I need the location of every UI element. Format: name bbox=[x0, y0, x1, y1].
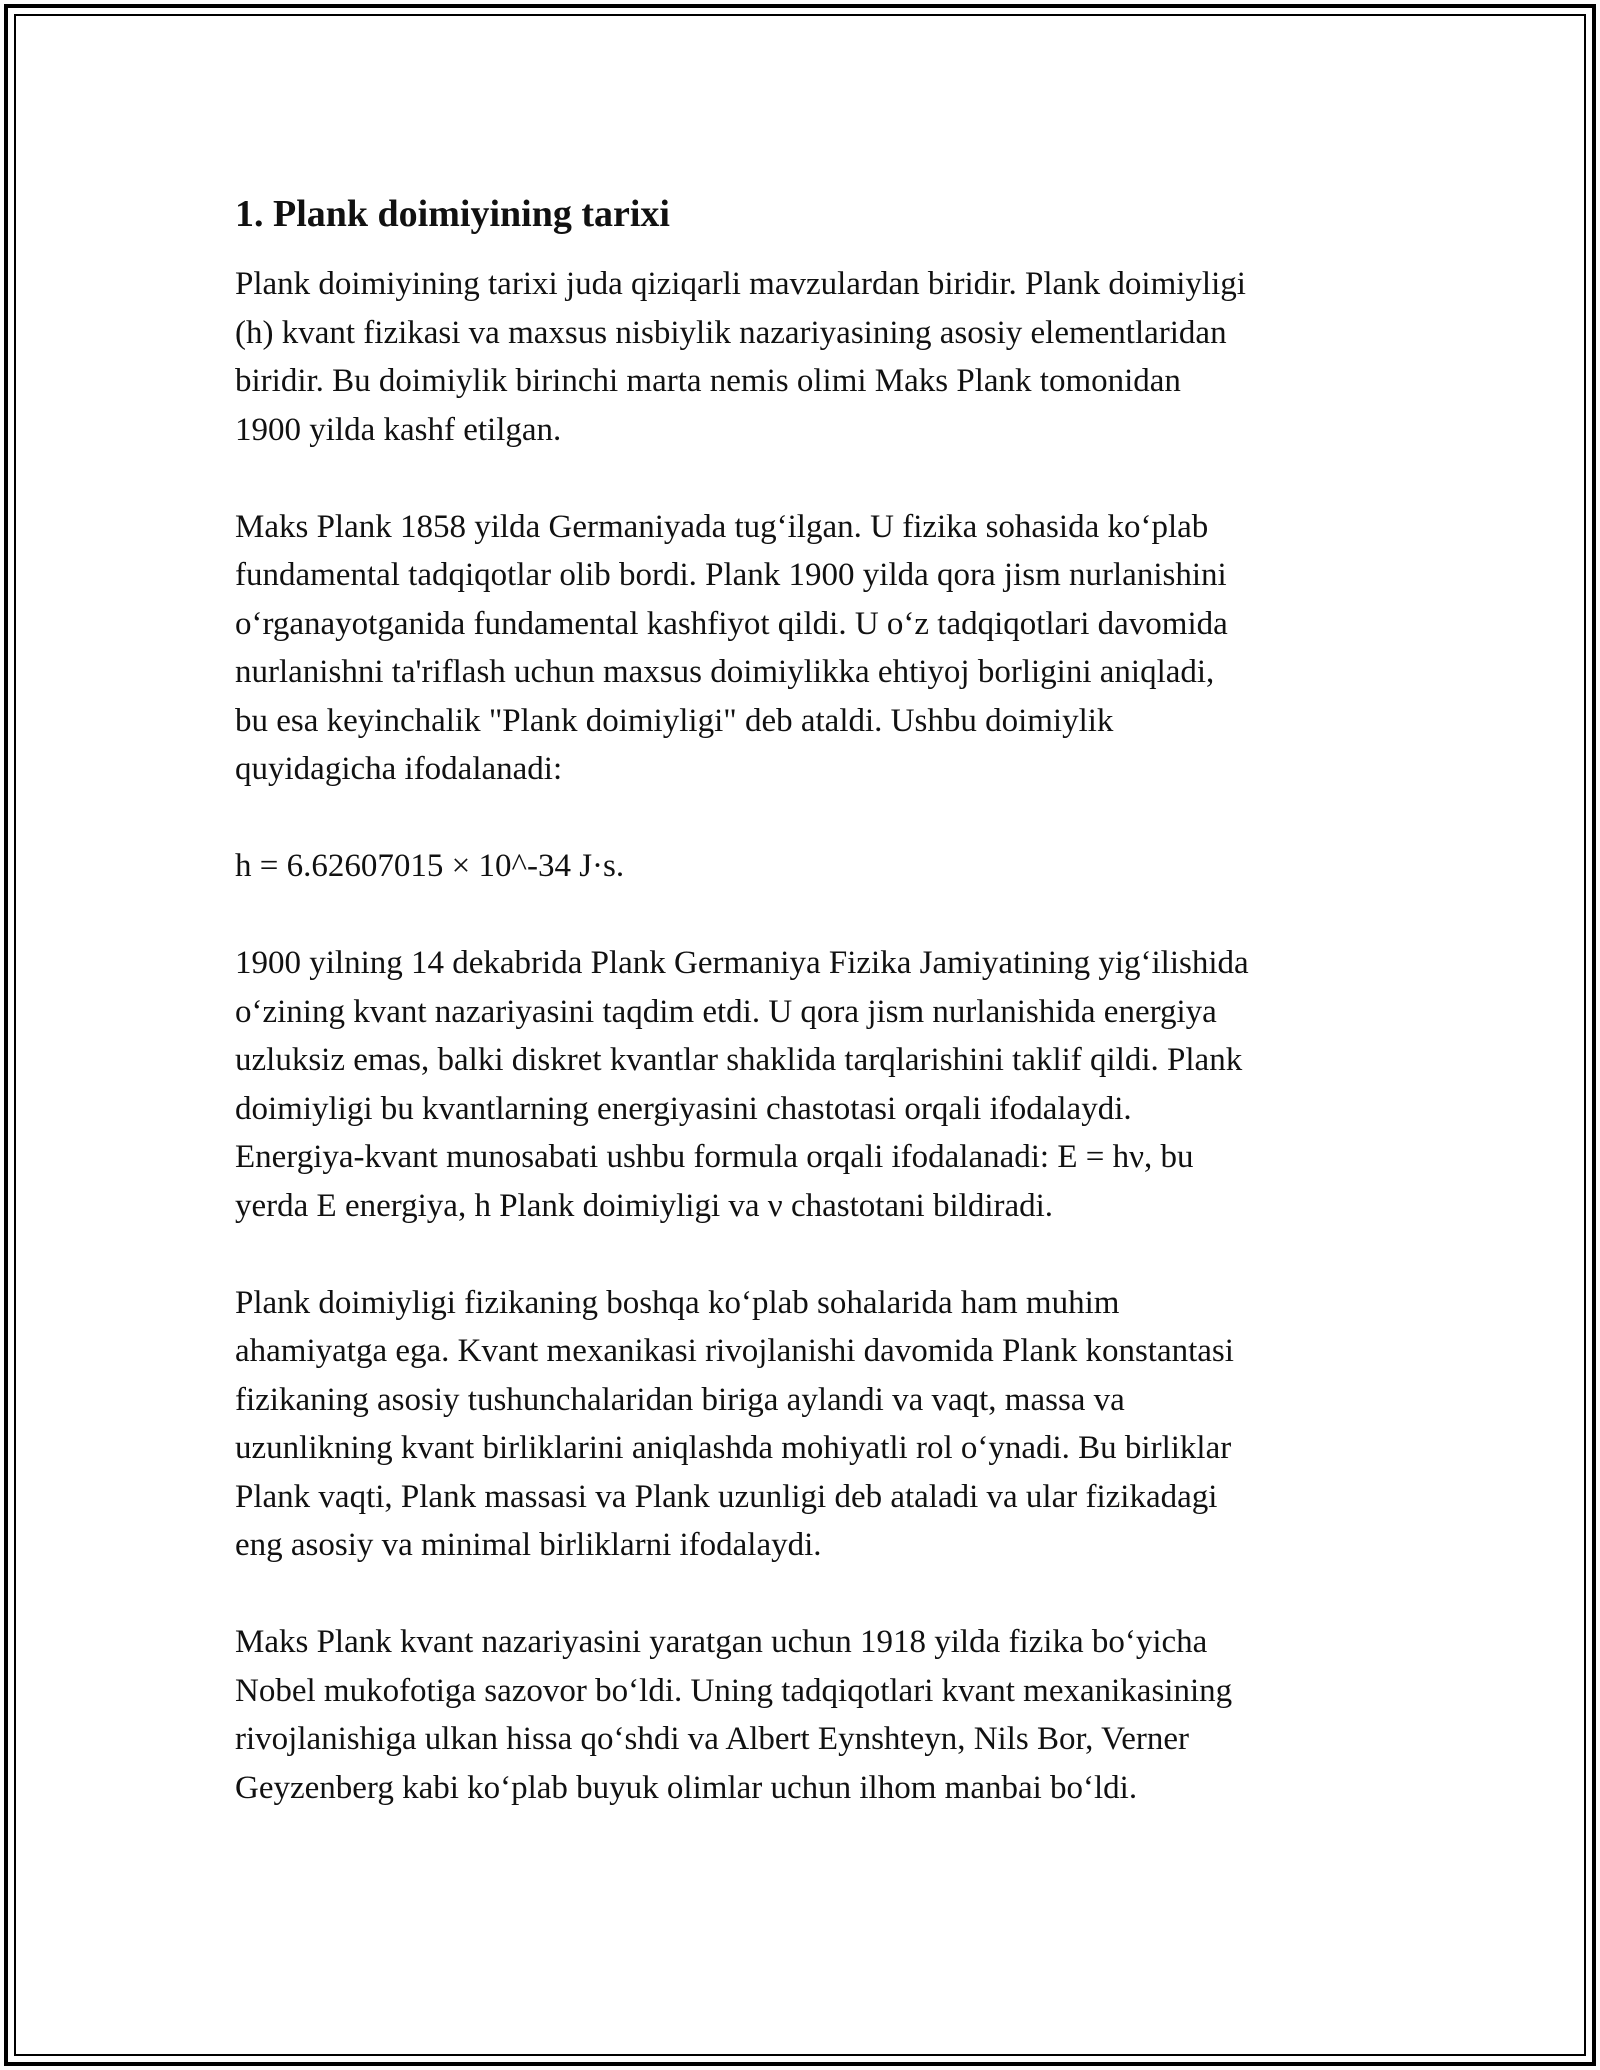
text-line: fundamental tadqiqotlar olib bordi. Plank 1900 yilda qora jism nurlanishini bbox=[235, 557, 1227, 593]
document-body bbox=[235, 190, 1375, 1861]
text-line: biridir. Bu doimiylik birinchi marta nemis olimi Maks Plank tomonidan bbox=[235, 363, 1181, 399]
text-line: yerda E energiya, h Plank doimiyligi va ν chastotani bildiradi. bbox=[235, 1187, 1054, 1224]
text-line: Plank vaqti, Plank massasi va Plank uzunligi deb ataladi va ular fizikadagi bbox=[235, 1478, 1218, 1515]
paragraph-planck-units bbox=[235, 1279, 1375, 1570]
paragraph-biography bbox=[235, 503, 1375, 794]
text-line: 1900 yilning 14 dekabrida Plank Germaniya Fizika Jamiyatining yigʻilishida bbox=[235, 945, 1249, 981]
paragraph-nobel-prize bbox=[235, 1618, 1375, 1812]
text-line: (h) kvant fizikasi va maxsus nisbiylik nazariyasining asosiy elementlaridan bbox=[235, 314, 1227, 351]
formula-line: h = 6.62607015 × 10^-34 J·s. bbox=[235, 848, 625, 884]
section-heading: 1. Plank doimiyining tarixi bbox=[235, 193, 670, 235]
text-line: fizikaning asosiy tushunchalaridan biriga aylandi va vaqt, massa va bbox=[235, 1381, 1125, 1418]
text-line: oʻzining kvant nazariyasini taqdim etdi. U qora jism nurlanishida energiya bbox=[235, 993, 1217, 1030]
text-line: rivojlanishiga ulkan hissa qoʻshdi va Albert Eynshteyn, Nils Bor, Verner bbox=[235, 1721, 1190, 1757]
text-line: Plank doimiyining tarixi juda qiziqarli mavzulardan biridir. Plank doimiyligi bbox=[235, 266, 1246, 302]
text-line: bu esa keyinchalik "Plank doimiyligi" deb ataldi. Ushbu doimiylik bbox=[235, 702, 1114, 739]
text-line: nurlanishni ta'riflash uchun maxsus doimiylikka ehtiyoj borligini aniqladi, bbox=[235, 654, 1215, 690]
text-line: Nobel mukofotiga sazovor boʻldi. Uning tadqiqotlari kvant mexanikasining bbox=[235, 1672, 1233, 1709]
text-line: Energiya-kvant munosabati ushbu formula orqali ifodalanadi: E = hν, bu bbox=[235, 1139, 1194, 1175]
text-line: eng asosiy va minimal birliklarni ifodalaydi. bbox=[235, 1527, 822, 1563]
text-line: uzluksiz emas, balki diskret kvantlar shaklida tarqlarishini taklif qildi. Plank bbox=[235, 1042, 1243, 1078]
text-line: Plank doimiyligi fizikaning boshqa koʻplab sohalarida ham muhim bbox=[235, 1284, 1120, 1321]
paragraph-intro bbox=[235, 260, 1375, 454]
text-line: uzunlikning kvant birliklarini aniqlashda mohiyatli rol oʻynadi. Bu birliklar bbox=[235, 1430, 1232, 1466]
text-line: quyidagicha ifodalanadi: bbox=[235, 751, 563, 787]
text-line: Geyzenberg kabi koʻplab buyuk olimlar uchun ilhom manbai boʻldi. bbox=[235, 1769, 1138, 1806]
paragraph-quantum-theory bbox=[235, 939, 1375, 1230]
text-line: ahamiyatga ega. Kvant mexanikasi rivojlanishi davomida Plank konstantasi bbox=[235, 1333, 1234, 1369]
text-line: Maks Plank kvant nazariyasini yaratgan uchun 1918 yilda fizika boʻyicha bbox=[235, 1624, 1208, 1660]
text-line: Maks Plank 1858 yilda Germaniyada tugʻilgan. U fizika sohasida koʻplab bbox=[235, 508, 1209, 545]
paragraph-formula bbox=[235, 842, 1375, 891]
text-line: 1900 yilda kashf etilgan. bbox=[235, 411, 562, 448]
text-line: oʻrganayotganida fundamental kashfiyot qildi. U oʻz tadqiqotlari davomida bbox=[235, 605, 1228, 642]
text-line: doimiyligi bu kvantlarning energiyasini chastotasi orqali ifodalaydi. bbox=[235, 1090, 1132, 1127]
